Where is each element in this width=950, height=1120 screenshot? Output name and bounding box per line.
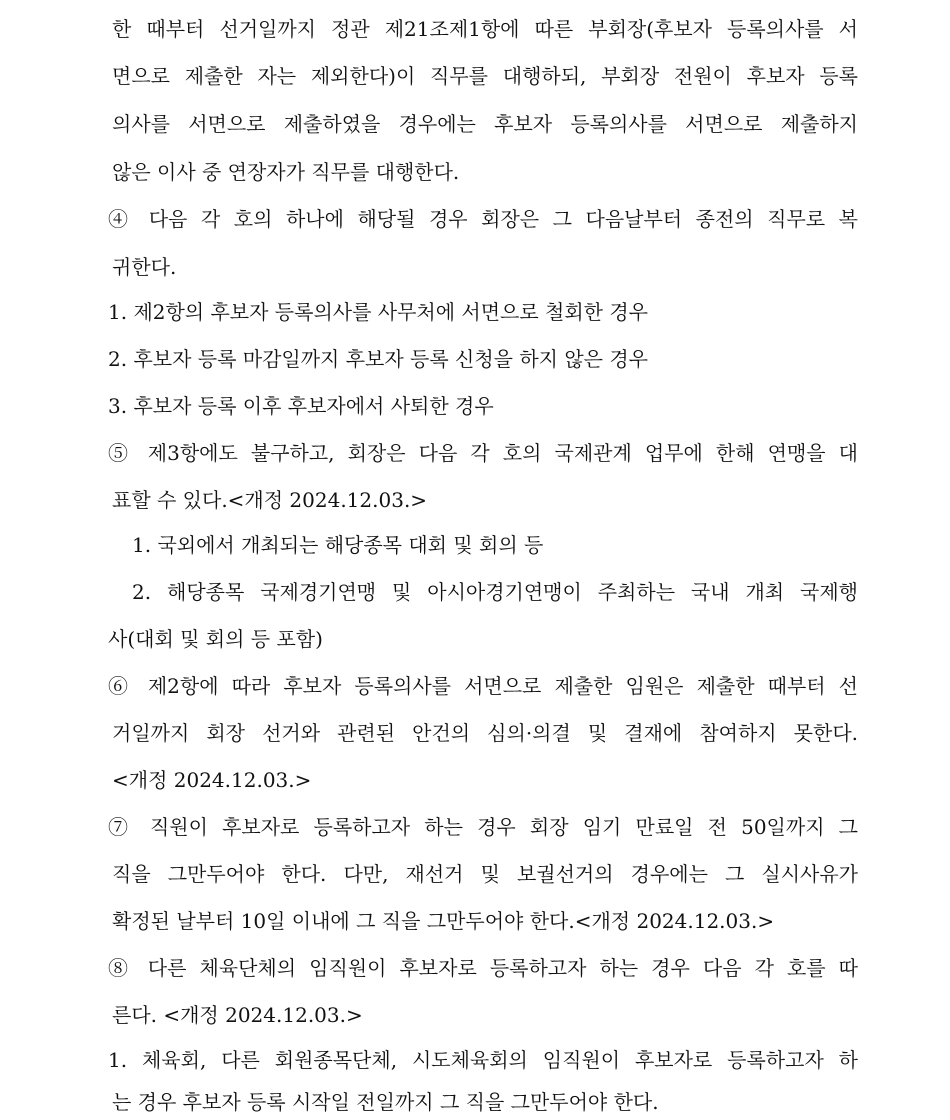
paragraph-4-line: 귀한다. (112, 255, 177, 279)
list-item: 2. 후보자 등록 마감일까지 후보자 등록 신청을 하지 않은 경우 (108, 347, 648, 371)
paragraph-8-line: ⑧ 다른 체육단체의 임직원이 후보자로 등록하고자 하는 경우 다음 각 호를 따 (108, 956, 858, 980)
text-line: 한 때부터 선거일까지 정관 제21조제1항에 따른 부회장(후보자 등록의사를 서 (112, 17, 858, 41)
list-item: 1. 제2항의 후보자 등록의사를 사무처에 서면으로 철회한 경우 (108, 300, 648, 324)
list-item: 3. 후보자 등록 이후 후보자에서 사퇴한 경우 (108, 394, 494, 418)
text-line: 않은 이사 중 연장자가 직무를 대행한다. (112, 160, 460, 184)
paragraph-5-line: ⑤ 제3항에도 불구하고, 회장은 다음 각 호의 국제관계 업무에 한해 연맹을 대 (108, 441, 858, 465)
text-line: 면으로 제출한 자는 제외한다)이 직무를 대행하되, 부회장 전원이 후보자 등록 (112, 64, 858, 88)
paragraph-7-line: 직을 그만두어야 한다. 다만, 재선거 및 보궐선거의 경우에는 그 실시사유가 (112, 862, 858, 886)
paragraph-8-line: 른다. <개정 2024.12.03.> (112, 1003, 363, 1027)
list-item: 1. 국외에서 개최되는 해당종목 대회 및 회의 등 (132, 533, 544, 557)
list-item: 2. 해당종목 국제경기연맹 및 아시아경기연맹이 주최하는 국내 개최 국제행 (132, 580, 858, 604)
paragraph-7-line: ⑦ 직원이 후보자로 등록하고자 하는 경우 회장 임기 만료일 전 50일까지 그 (108, 815, 858, 839)
list-item: 1. 체육회, 다른 회원종목단체, 시도체육회의 임직원이 후보자로 등록하고자 하 (108, 1048, 858, 1072)
paragraph-7-line: 확정된 날부터 10일 이내에 그 직을 그만두어야 한다.<개정 2024.12.03.> (112, 909, 775, 933)
paragraph-6-line: 거일까지 회장 선거와 관련된 안건의 심의·의결 및 결재에 참여하지 못한다. (112, 721, 858, 745)
paragraph-5-line: 표할 수 있다.<개정 2024.12.03.> (112, 488, 428, 512)
paragraph-6-line: ⑥ 제2항에 따라 후보자 등록의사를 서면으로 제출한 임원은 제출한 때부터 선 (108, 674, 858, 698)
paragraph-6-line: <개정 2024.12.03.> (112, 768, 312, 792)
paragraph-4-line: ④ 다음 각 호의 하나에 해당될 경우 회장은 그 다음날부터 종전의 직무로 복 (108, 207, 858, 231)
list-item: 사(대회 및 회의 등 포함) (108, 627, 323, 651)
list-item: 는 경우 후보자 등록 시작일 전일까지 그 직을 그만두어야 한다. (112, 1090, 659, 1114)
text-line: 의사를 서면으로 제출하였을 경우에는 후보자 등록의사를 서면으로 제출하지 (112, 112, 858, 136)
